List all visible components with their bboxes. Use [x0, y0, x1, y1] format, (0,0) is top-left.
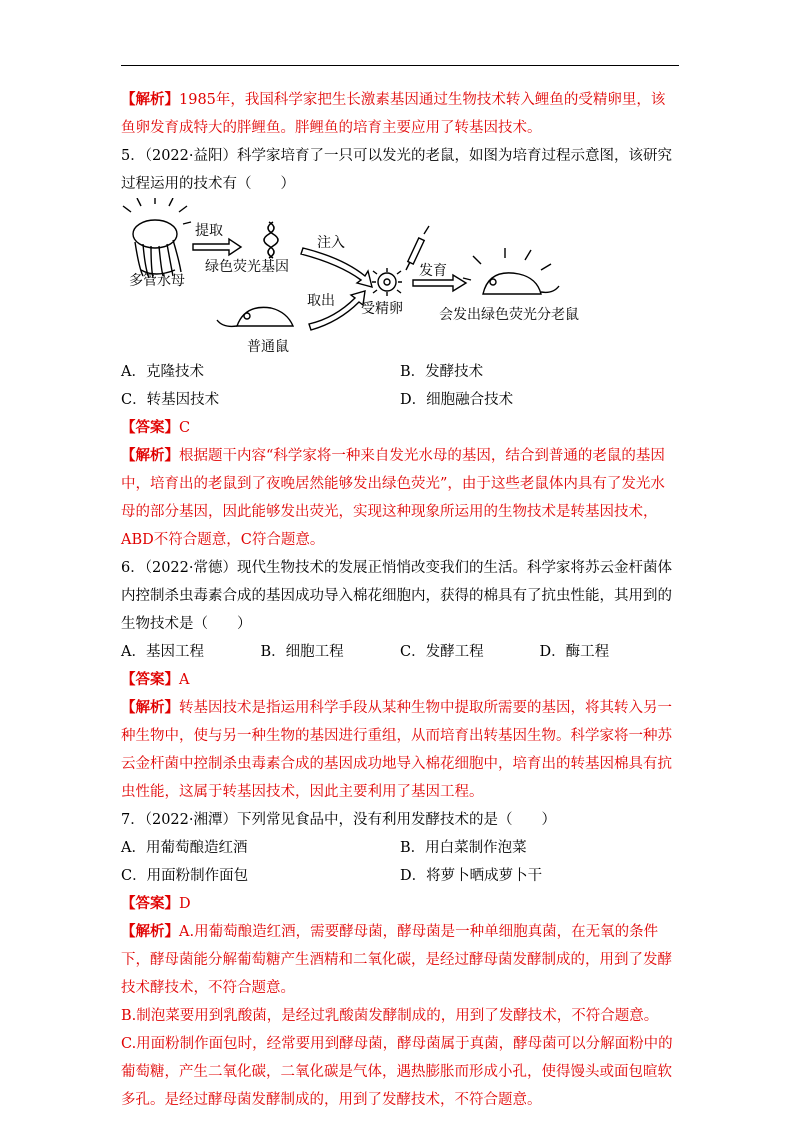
explain-text: A.用葡萄酿造红酒，需要酵母菌，酵母菌是一种单细胞真菌，在无氧的条件下，酵母菌能分解葡萄糖产生酒精和二氧化碳，是经过酵母菌发酵制成的，用到了发酵技术酵技术，不符合题意。 [121, 924, 672, 996]
q6-option-c: C．发酵工程 [400, 644, 484, 660]
arrow-inject-icon [301, 248, 372, 287]
label-extract: 提取 [195, 223, 223, 239]
top-explanation [121, 86, 679, 142]
answer-tag: 【答案】 [121, 671, 179, 688]
q6-options [121, 638, 679, 666]
dna-helix-icon [264, 222, 278, 258]
q5-stem: 5．（2022·益阳）科学家培育了一只可以发光的老鼠，如图为培育过程示意图，该研究过程运用的技术有（ ） [121, 148, 672, 192]
q7-option-a: A．用葡萄酿造红酒 [121, 840, 248, 856]
q7-option-d: D．将萝卜晒成萝卜干 [400, 868, 543, 884]
label-gene: 绿色荧光基因 [205, 259, 289, 275]
label-jellyfish: 多管水母 [129, 273, 185, 289]
explain-tag: 【解析】 [121, 699, 179, 716]
q6-stem: 6．（2022·常德）现代生物技术的发展正悄悄改变我们的生活。科学家将苏云金杆菌体内控制杀虫毒素合成的基因成功导入棉花细胞内，获得的棉具有了抗虫性能，其用到的生物技术是（ ） [121, 560, 672, 632]
label-extract-egg: 取出 [307, 293, 335, 309]
q5-explanation [121, 442, 679, 554]
answer-value: D [179, 896, 191, 912]
q6-explanation [121, 694, 679, 806]
q7-explanation-b: B.制泡菜要用到乳酸菌，是经过乳酸菌发酵制成的，用到了发酵技术，不符合题意。 [121, 1008, 659, 1024]
explain-text: 根据题干内容“科学家将一种来自发光水母的基因，结合到普通的老鼠的基因中，培育出的老鼠到了夜晚居然能够发出绿色荧光”，由于这些老鼠体内具有了发光水母的部分基因，因此能够发出荧光，实现这种现象所运用的生物技术是转基因技术，ABD不符合题意，C符合题意。 [121, 448, 665, 548]
header-rule [121, 65, 679, 66]
q7-options-row1 [121, 834, 679, 862]
answer-value: A [179, 672, 190, 688]
q6-option-d: D．酶工程 [539, 644, 610, 660]
q6-option-a: A．基因工程 [121, 644, 204, 660]
glowing-mouse-icon [463, 248, 559, 294]
answer-value: C [179, 420, 191, 436]
label-develop: 发育 [419, 263, 447, 279]
explain-text: 1985年，我国科学家把生长激素基因通过生物技术转入鲤鱼的受精卵里，该鱼卵发育成特大的胖鲤鱼。胖鲤鱼的培育主要应用了转基因技术。 [121, 92, 666, 136]
ordinary-mouse-icon [217, 307, 293, 326]
answer-tag: 【答案】 [121, 895, 179, 912]
q7-options-row2 [121, 862, 679, 890]
label-result: 会发出绿色荧光分老鼠 [439, 307, 579, 323]
q7-answer [121, 890, 679, 918]
q5-option-a: A．克隆技术 [121, 364, 204, 380]
label-inject: 注入 [317, 235, 345, 251]
q5-options-row2 [121, 386, 679, 414]
explain-tag: 【解析】 [121, 447, 179, 464]
q5-figure [121, 198, 679, 358]
fertilized-egg-icon [372, 268, 402, 296]
q7-explanation-a [121, 918, 679, 1002]
explain-tag: 【解析】 [121, 91, 179, 108]
jellyfish-icon [123, 198, 191, 278]
label-egg: 受精卵 [361, 301, 403, 317]
arrow-extract-icon [193, 239, 241, 255]
q6-option-b: B．细胞工程 [260, 644, 344, 660]
q5-option-d: D．细胞融合技术 [400, 392, 514, 408]
document-page [121, 86, 679, 1114]
explain-tag: 【解析】 [121, 923, 179, 940]
q5-option-c: C．转基因技术 [121, 392, 220, 408]
q5-options-row1 [121, 358, 679, 386]
explain-text: 转基因技术是指运用科学手段从某种生物中提取所需要的基因，将其转入另一种生物中，使与另一种生物的基因进行重组，从而培育出转基因生物。科学家将一种苏云金杆菌中控制杀虫毒素合成的基因成功地导入棉花细胞中，培育出的转基因棉具有抗虫性能，这属于转基因技术，因此主要利用了基因工程。 [121, 700, 672, 800]
answer-tag: 【答案】 [121, 419, 179, 436]
q7-option-b: B．用白菜制作泡菜 [400, 840, 527, 856]
q7-option-c: C．用面粉制作面包 [121, 868, 249, 884]
q5-answer [121, 414, 679, 442]
q7-stem: 7．（2022·湘潭）下列常见食品中，没有利用发酵技术的是（ ） [121, 812, 556, 828]
label-mouse: 普通鼠 [247, 339, 289, 355]
q6-answer [121, 666, 679, 694]
q7-explanation-c: C.用面粉制作面包时，经常要用到酵母菌，酵母菌属于真菌，酵母菌可以分解面粉中的葡萄糖，产生二氧化碳，二氧化碳是气体，遇热膨胀而形成小孔，使得馒头或面包暄软多孔。是经过酵母菌发酵制成的，用到了发酵技术，不符合题意。 [121, 1036, 673, 1108]
q5-option-b: B．发酵技术 [400, 364, 484, 380]
